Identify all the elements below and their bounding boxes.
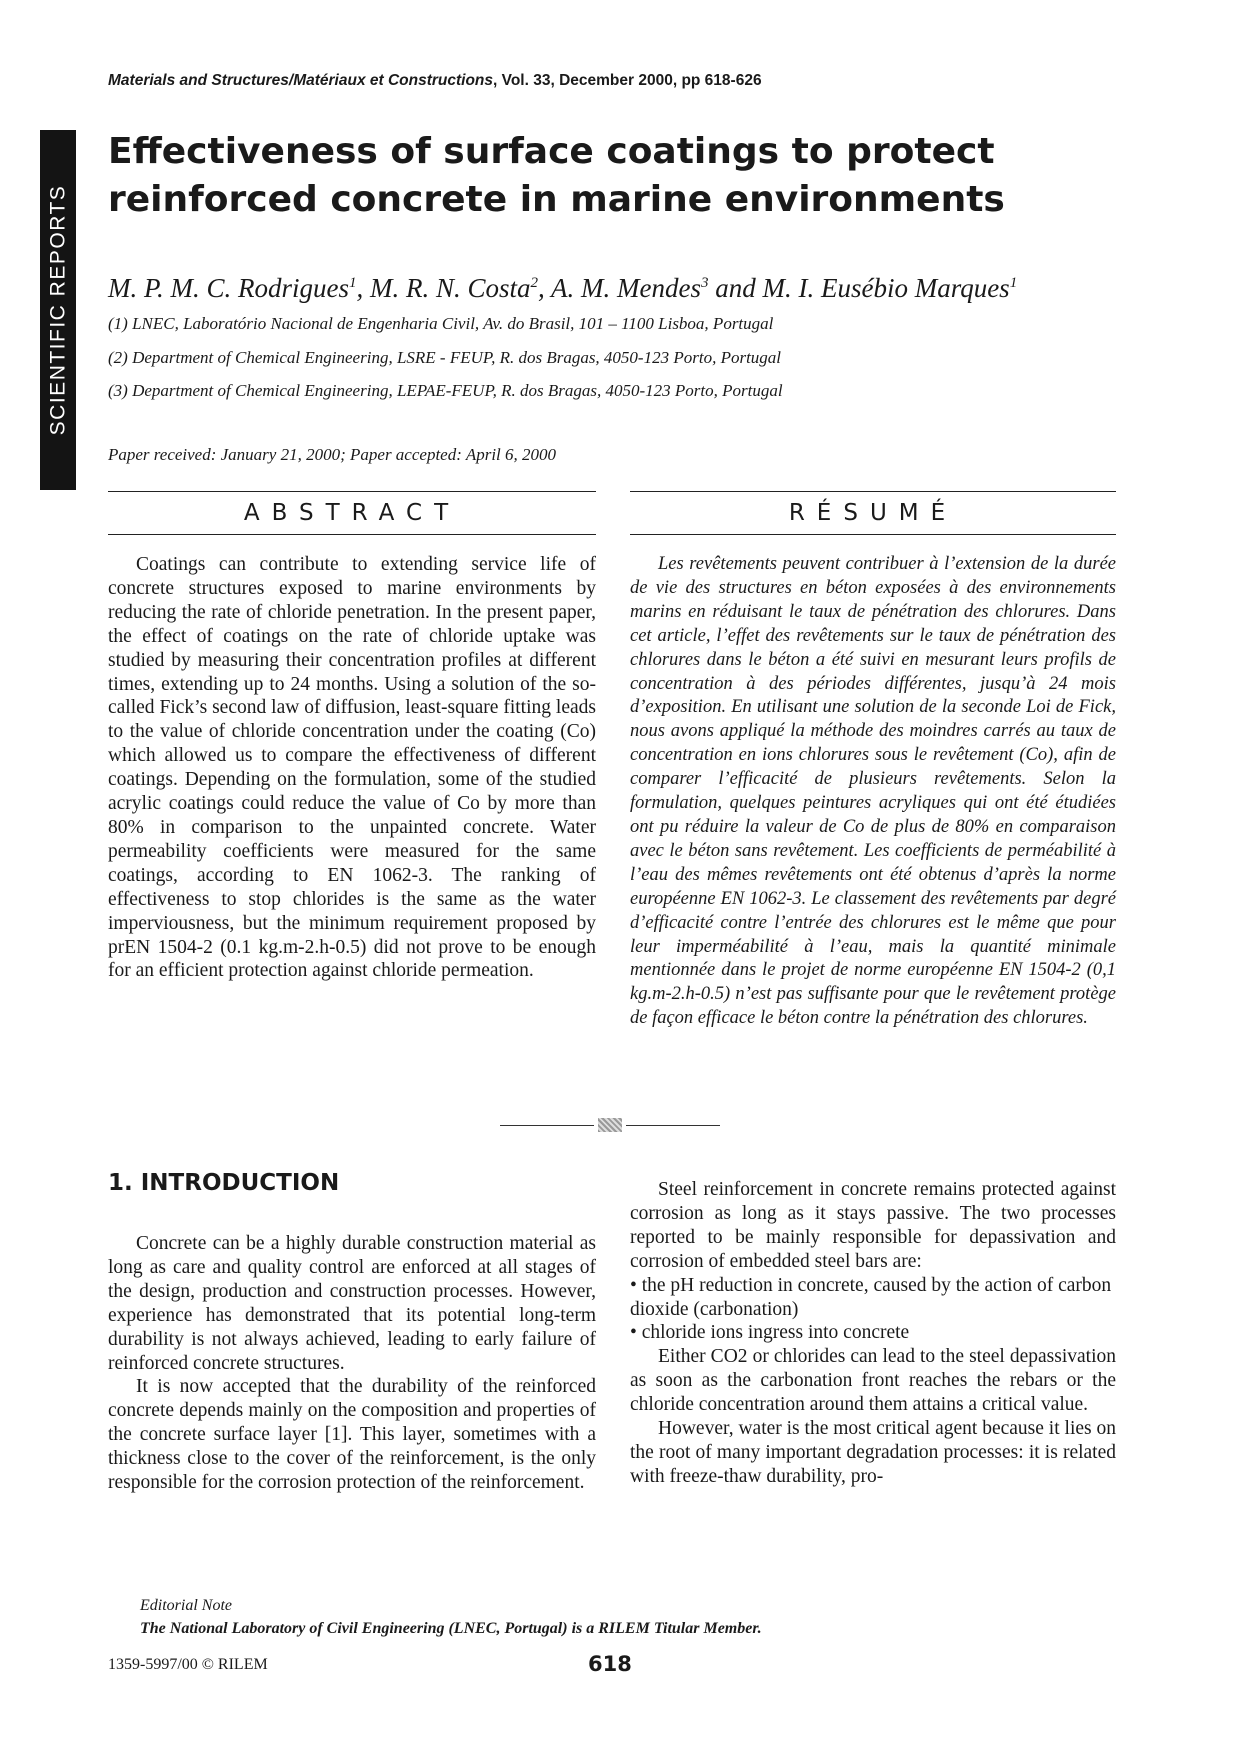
ornament-icon xyxy=(598,1118,622,1132)
abstract-rule-bottom xyxy=(108,534,596,535)
paper-title: Effectiveness of surface coatings to protect reinforced concrete in marine environments xyxy=(108,131,1005,220)
author-affiliation-mark: 3 xyxy=(700,275,709,291)
journal-vol-prefix: , Vol. xyxy=(493,72,534,89)
journal-details: , December 2000, pp 618-626 xyxy=(550,72,762,89)
issn-copyright: 1359-5997/00 © RILEM xyxy=(108,1656,268,1673)
resume-rule-bottom xyxy=(630,534,1116,535)
editorial-note-label: Editorial Note xyxy=(140,1597,232,1614)
bullet-item: • chloride ions ingress into concrete xyxy=(630,1322,910,1344)
paragraph: However, water is the most critical agent because it lies on the root of many important degradation processes: it is related with freeze-thaw durability, pro- xyxy=(630,1418,1116,1487)
journal-volume: 33 xyxy=(533,72,551,89)
resume-text: Les revêtements peuvent contribuer à l’extension de la durée de vie des structures en béton exposées à des environnements marins en réduisant le taux de pénétration des chlorures. Dans cet article, l’effet des revêtements sur le taux de pénétration des chlorures dans le béton a été suivi en mesurant leurs profils de concentration à des périodes différentes, jusqu’à 24 mois d’exposition. En utilisant une solution de la seconde Loi de Fick, nous avons appliqué la méthode des moindres carrés au taux de concentration en ions chlorures sous le revêtement (Co), afin de comparer l’efficacité de plusieurs revêtements. Selon la formulation, quelques peintures acryliques qui ont été étudiées ont pu réduire la valeur de Co de plus de 80% en comparaison avec le béton sans revêtement. Les coefficients de perméabilité à l’eau des mêmes revêtements ont été obtenus d’après la norme européenne EN 1062-3. Le classement des revêtements par degré d’efficacité contre l’entrée des chlorures est le même que pour leur imperméabilité à l’eau, mais la quantité minimale mentionnée dans le projet de norme européenne EN 1504-2 (0,1 kg.m-2.h-0.5) n’est pas suffisante pour que le revêtement protège de façon efficace le béton contre la pénétration des chlorures. xyxy=(630,554,1116,1029)
author-name: A. M. Mendes xyxy=(551,273,701,303)
author-affiliation-mark: 1 xyxy=(1009,275,1018,291)
abstract-rule-top xyxy=(108,491,596,492)
intro-left-column xyxy=(108,1232,596,1495)
intro-right-column xyxy=(630,1178,1116,1489)
section-heading: 1. INTRODUCTION xyxy=(108,1170,340,1196)
section-sidebar xyxy=(40,130,76,490)
author-affiliation-mark: 1 xyxy=(349,275,357,291)
author-name: M. P. M. C. Rodrigues xyxy=(108,273,349,303)
section-divider xyxy=(500,1120,720,1130)
affiliation: (2) Department of Chemical Engineering, LSRE - FEUP, R. dos Bragas, 4050-123 Porto, Portugal xyxy=(108,348,782,367)
affiliation: (1) LNEC, Laboratório Nacional de Engenharia Civil, Av. do Brasil, 101 – 1100 Lisboa, Portugal xyxy=(108,314,774,333)
received-dates: Paper received: January 21, 2000; Paper accepted: April 6, 2000 xyxy=(108,445,557,464)
bullet-item: • the pH reduction in concrete, caused by the action of carbon dioxide (carbonation) xyxy=(630,1274,1112,1320)
resume-rule-top xyxy=(630,491,1116,492)
editorial-note-text: The National Laboratory of Civil Engineering (LNEC, Portugal) is a RILEM Titular Member. xyxy=(140,1620,762,1637)
paragraph: Either CO2 or chlorides can lead to the steel depassivation as soon as the carbonation front reaches the rebars or the chloride concentration around them attains a critical value. xyxy=(630,1346,1116,1416)
author-list: M. P. M. C. Rodrigues$^1$, M. R. N. Costa$^2$, A. M. Mendes$^3$ and M. I. Eusébio Marques$^1$ xyxy=(108,273,1018,303)
page-number: 618 xyxy=(588,1652,632,1676)
paragraph: Concrete can be a highly durable construction material as long as care and quality control are enforced at all stages of the design, production and construction processes. However, experience has demonstrated that its potential long-term durability is not always achieved, leading to early failure of reinforced concrete structures. xyxy=(108,1233,596,1374)
abstract-text: Coatings can contribute to extending service life of concrete structures exposed to marine environments by reducing the rate of chloride penetration. In the present paper, the effect of coatings on the rate of chloride uptake was studied by measuring their concentration profiles at different times, extending up to 24 months. Using a solution of the so-called Fick’s second law of diffusion, least-square fitting leads to the value of chloride concentration under the coating (Co) which allowed us to compare the effectiveness of different coatings. Depending on the formulation, some of the studied acrylic coatings could reduce the value of Co by more than 80% in comparison to the unpainted concrete. Water permeability coefficients were measured for the same coatings, according to EN 1062-3. The ranking of effectiveness to stop chlorides is the same as the water imperviousness, but the minimum requirement proposed by prEN 1504-2 (0.1 kg.m-2.h-0.5) did not prove to be enough for an efficient protection against chloride permeation. xyxy=(108,554,596,982)
author-affiliation-mark: 2 xyxy=(530,275,539,291)
author-name: M. I. Eusébio Marques xyxy=(762,273,1010,303)
affiliation: (3) Department of Chemical Engineering, LEPAE-FEUP, R. dos Bragas, 4050-123 Porto, Portugal xyxy=(108,381,783,400)
journal-header xyxy=(108,72,762,90)
paragraph: Steel reinforcement in concrete remains protected against corrosion as long as it stays passive. The two processes reported to be mainly responsible for depassivation and corrosion of embedded steel bars are: xyxy=(630,1179,1116,1272)
paragraph: It is now accepted that the durability of the reinforced concrete depends mainly on the composition and properties of the concrete surface layer [1]. This layer, sometimes with a thickness close to the cover of the reinforcement, is the only responsible for the corrosion protection of the reinforcement. xyxy=(108,1376,596,1494)
abstract-heading: ABSTRACT xyxy=(243,500,461,526)
sidebar-label: SCIENTIFIC REPORTS xyxy=(46,184,70,436)
journal-name: Materials and Structures/Matériaux et Constructions xyxy=(108,72,494,89)
resume-heading: RÉSUMÉ xyxy=(788,500,958,526)
author-name: M. R. N. Costa xyxy=(370,273,531,303)
